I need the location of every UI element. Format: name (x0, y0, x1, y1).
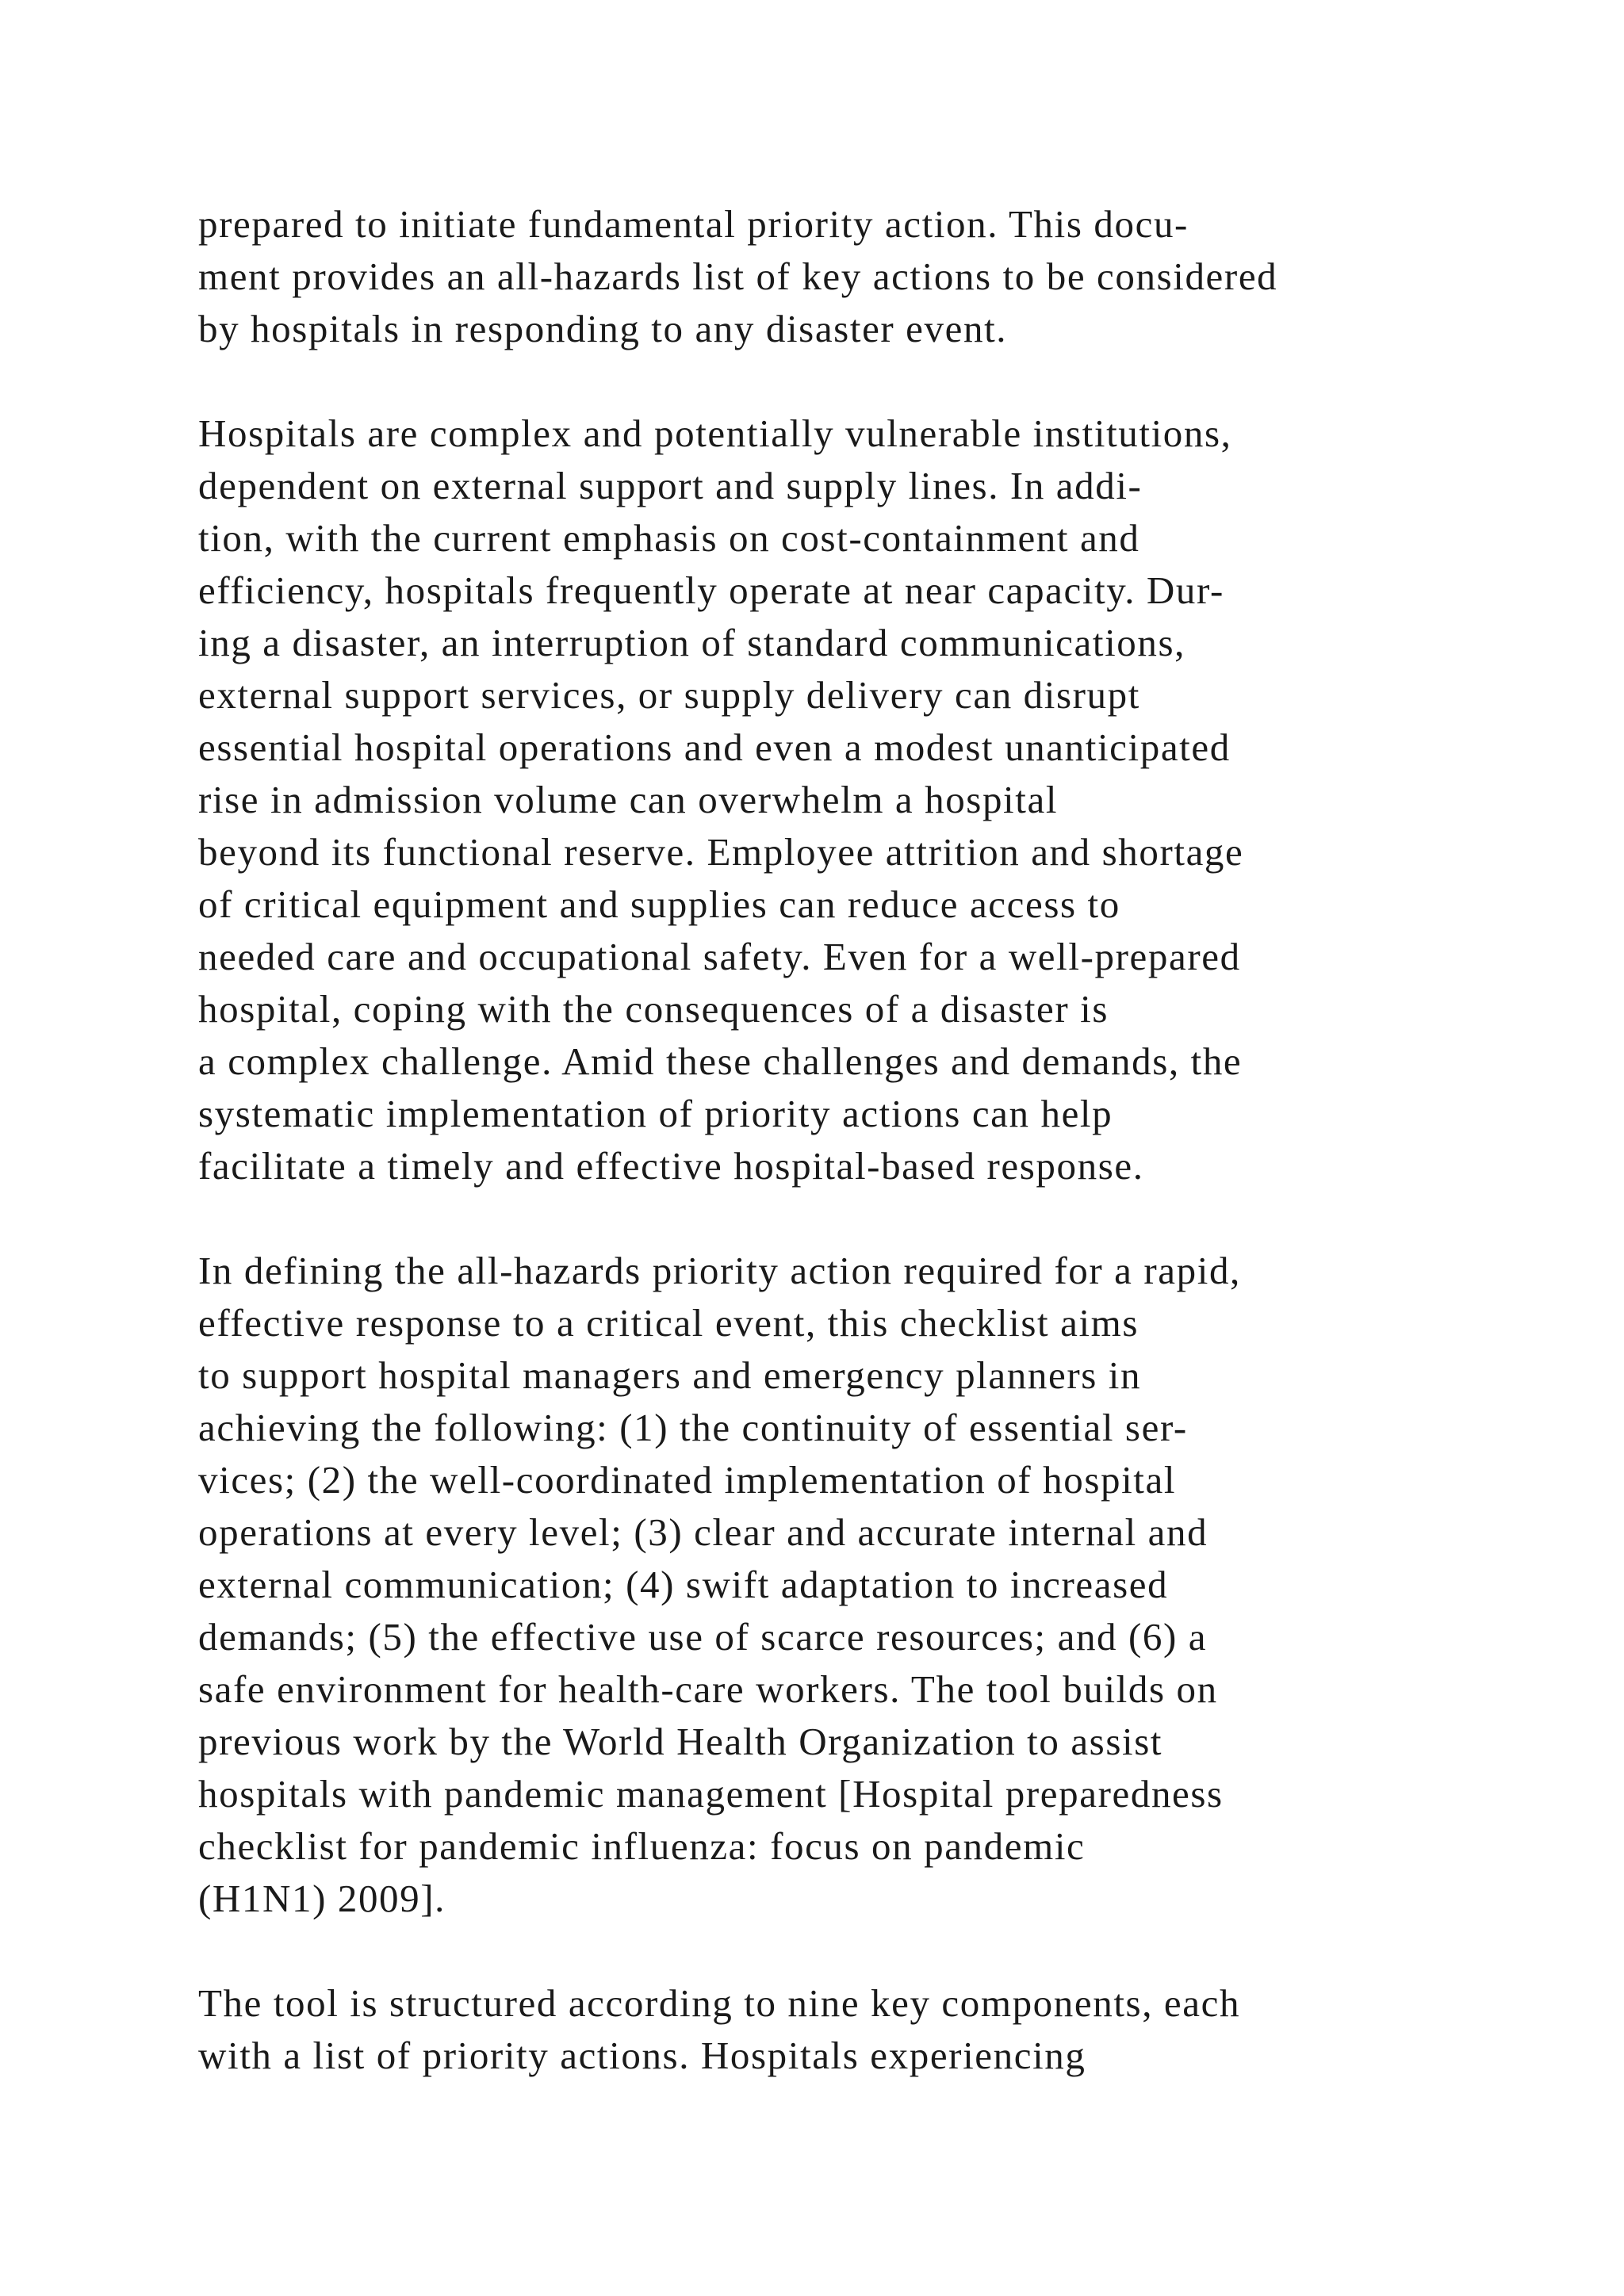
text-line: hospital, coping with the consequences of a disaster is (198, 987, 1109, 1031)
paragraph-1 (198, 198, 1499, 355)
paragraph-3 (198, 1245, 1499, 1925)
text-line: needed care and occupational safety. Even for a well-prepared (198, 935, 1241, 978)
text-line: Hospitals are complex and potentially vulnerable institutions, (198, 411, 1232, 455)
text-line: with a list of priority actions. Hospitals experiencing (198, 2034, 1086, 2077)
text-line: achieving the following: (1) the continuity of essential ser- (198, 1406, 1188, 1449)
text-line: ment provides an all-hazards list of key actions to be considered (198, 254, 1278, 298)
text-line: dependent on external support and supply lines. In addi- (198, 464, 1143, 507)
text-line: hospitals with pandemic management [Hospital preparedness (198, 1772, 1224, 1816)
text-line: checklist for pandemic influenza: focus on pandemic (198, 1824, 1086, 1868)
text-line: to support hospital managers and emergency planners in (198, 1353, 1142, 1397)
text-line: prepared to initiate fundamental priority action. This docu- (198, 202, 1189, 246)
text-line: facilitate a timely and effective hospital-based response. (198, 1144, 1144, 1188)
text-line: of critical equipment and supplies can reduce access to (198, 882, 1120, 926)
text-line: The tool is structured according to nine key components, each (198, 1981, 1241, 2025)
text-line: systematic implementation of priority actions can help (198, 1092, 1113, 1135)
text-line: previous work by the World Health Organization to assist (198, 1720, 1163, 1763)
body-text (198, 198, 1499, 2134)
text-line: vices; (2) the well-coordinated implementation of hospital (198, 1458, 1177, 1502)
text-line: operations at every level; (3) clear and accurate internal and (198, 1510, 1208, 1554)
text-line: safe environment for health-care workers. The tool builds on (198, 1667, 1218, 1711)
text-line: demands; (5) the effective use of scarce resources; and (6) a (198, 1615, 1208, 1659)
text-line: by hospitals in responding to any disaster event. (198, 307, 1008, 350)
text-line: ing a disaster, an interruption of standard communications, (198, 621, 1186, 664)
text-line: efficiency, hospitals frequently operate at near capacity. Dur- (198, 568, 1224, 612)
text-line: effective response to a critical event, this checklist aims (198, 1301, 1139, 1345)
text-line: external support services, or supply delivery can disrupt (198, 673, 1140, 717)
paragraph-4 (198, 1977, 1499, 2082)
text-line: essential hospital operations and even a modest unanticipated (198, 725, 1231, 769)
paragraph-2 (198, 408, 1499, 1192)
text-line: beyond its functional reserve. Employee attrition and shortage (198, 830, 1244, 874)
text-line: a complex challenge. Amid these challenges and demands, the (198, 1039, 1243, 1083)
text-line: In defining the all-hazards priority action required for a rapid, (198, 1249, 1241, 1292)
text-line: tion, with the current emphasis on cost-containment and (198, 516, 1140, 560)
text-line: external communication; (4) swift adaptation to increased (198, 1563, 1169, 1606)
text-line: rise in admission volume can overwhelm a hospital (198, 778, 1059, 821)
text-line: (H1N1) 2009]. (198, 1877, 446, 1920)
